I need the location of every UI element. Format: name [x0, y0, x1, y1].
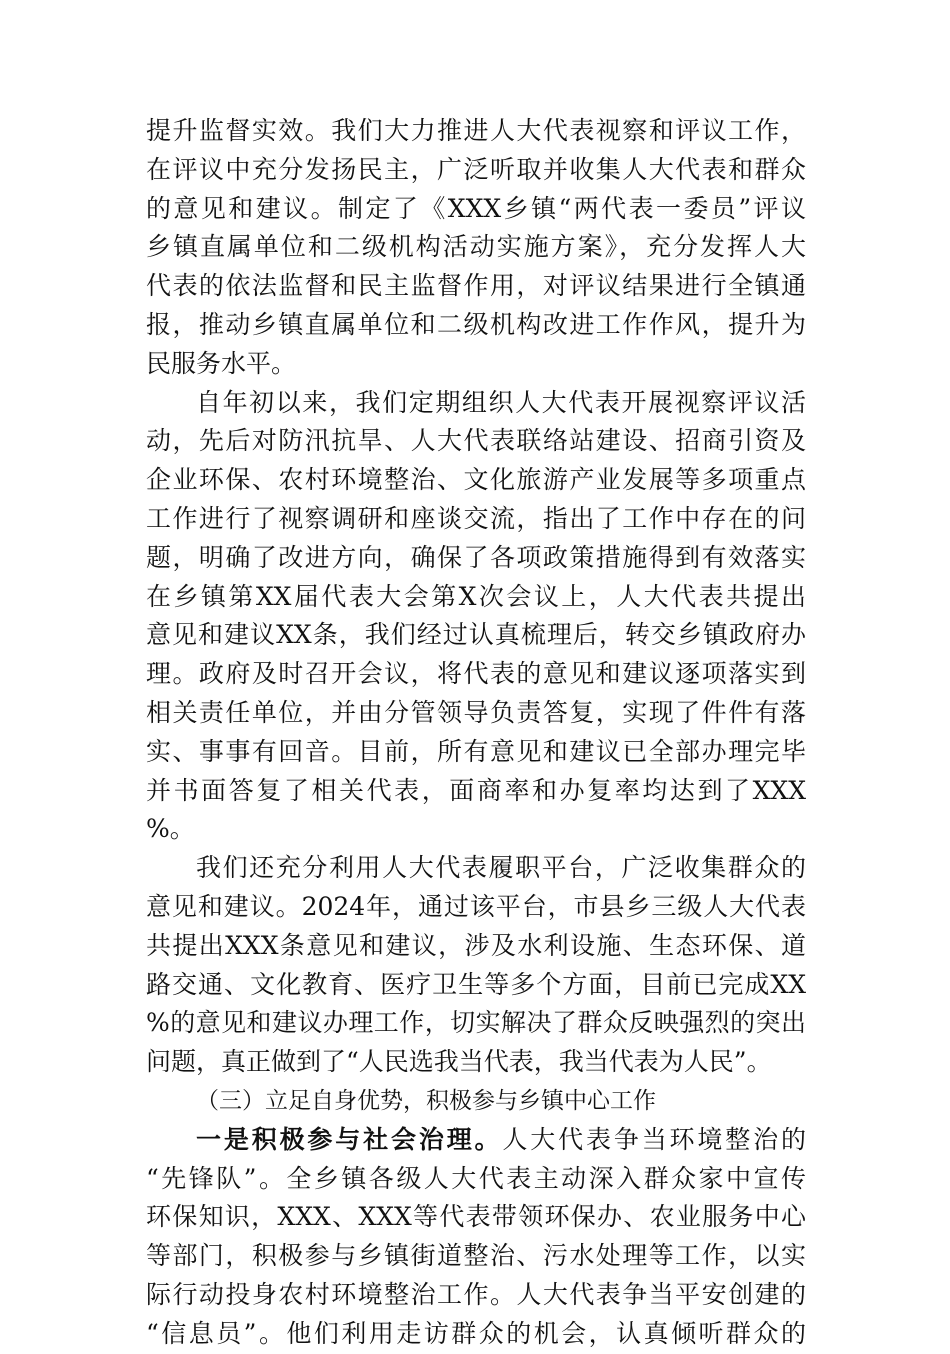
text-line: 企业环保、农村环境整治、文化旅游产业发展等多项重点	[146, 465, 806, 495]
text-line: 际行动投身农村环境整治工作。人大代表争当平安创建的	[146, 1279, 806, 1309]
text-line: 环保知识，XXX、XXX等代表带领环保办、农业服务中心	[146, 1202, 806, 1232]
text-line: 相关责任单位，并由分管领导负责答复，实现了件件有落	[146, 697, 806, 727]
text-line: 等部门，积极参与乡镇街道整治、污水处理等工作，以实	[146, 1241, 806, 1271]
section-heading: （三）立足自身优势，积极参与乡镇中心工作	[196, 1087, 656, 1114]
text-line: “先锋队”。全乡镇各级人大代表主动深入群众家中宣传	[146, 1163, 806, 1193]
paragraph-4	[146, 1121, 806, 1354]
text-line: 在乡镇第XX届代表大会第X次会议上，人大代表共提出	[146, 581, 806, 611]
text-line: 的意见和建议。制定了《XXX乡镇“两代表一委员”评议	[146, 193, 806, 223]
text-line: 理。政府及时召开会议，将代表的意见和建议逐项落实到	[146, 659, 806, 689]
text-line: 题，明确了改进方向，确保了各项政策措施得到有效落实	[146, 542, 806, 572]
paragraph-1	[146, 112, 806, 384]
bold-lead-text: 一是积极参与社会治理。	[196, 1124, 503, 1154]
text-line-with-lead	[146, 1121, 806, 1160]
text-line: 意见和建议。2024年，通过该平台，市县乡三级人大代表	[146, 891, 806, 921]
document-body	[146, 112, 806, 1354]
text-line: 实、事事有回音。目前，所有意见和建议已全部办理完毕	[146, 736, 806, 766]
text-line: 工作进行了视察调研和座谈交流，指出了工作中存在的问	[146, 503, 806, 533]
text-line: %。	[146, 814, 195, 844]
paragraph-2	[146, 384, 806, 850]
text-line: 动，先后对防汛抗旱、人大代表联络站建设、招商引资及	[146, 426, 806, 456]
text-line: 路交通、文化教育、医疗卫生等多个方面，目前已完成XX	[146, 969, 806, 999]
text-line: 在评议中充分发扬民主，广泛听取并收集人大代表和群众	[146, 154, 806, 184]
text-line: 自年初以来，我们定期组织人大代表开展视察评议活	[196, 387, 806, 417]
text-line: 乡镇直属单位和二级机构活动实施方案》，充分发挥人大	[146, 232, 806, 262]
text-line: %的意见和建议办理工作，切实解决了群众反映强烈的突出	[146, 1008, 806, 1038]
paragraph-3	[146, 849, 806, 1082]
text-line: 提升监督实效。我们大力推进人大代表视察和评议工作，	[146, 116, 806, 145]
text-line: 共提出XXX条意见和建议，涉及水利设施、生态环保、道	[146, 930, 806, 960]
text-line: “信息员”。他们利用走访群众的机会，认真倾听群众的	[146, 1318, 806, 1348]
text-line: 代表的依法监督和民主监督作用，对评议结果进行全镇通	[146, 271, 806, 301]
text-line: 民服务水平。	[146, 348, 297, 378]
text-line: 并书面答复了相关代表，面商率和办复率均达到了XXX	[146, 775, 806, 805]
text-line: 问题，真正做到了“人民选我当代表，我当代表为人民”。	[146, 1047, 772, 1077]
text-line: 报，推动乡镇直属单位和二级机构改进工作作风，提升为	[146, 309, 806, 339]
lead-line-rest: 人大代表争当环境整治的	[502, 1124, 806, 1154]
text-line: 意见和建议XX条，我们经过认真梳理后，转交乡镇政府办	[146, 620, 806, 650]
text-line: 我们还充分利用人大代表履职平台，广泛收集群众的	[196, 853, 806, 883]
